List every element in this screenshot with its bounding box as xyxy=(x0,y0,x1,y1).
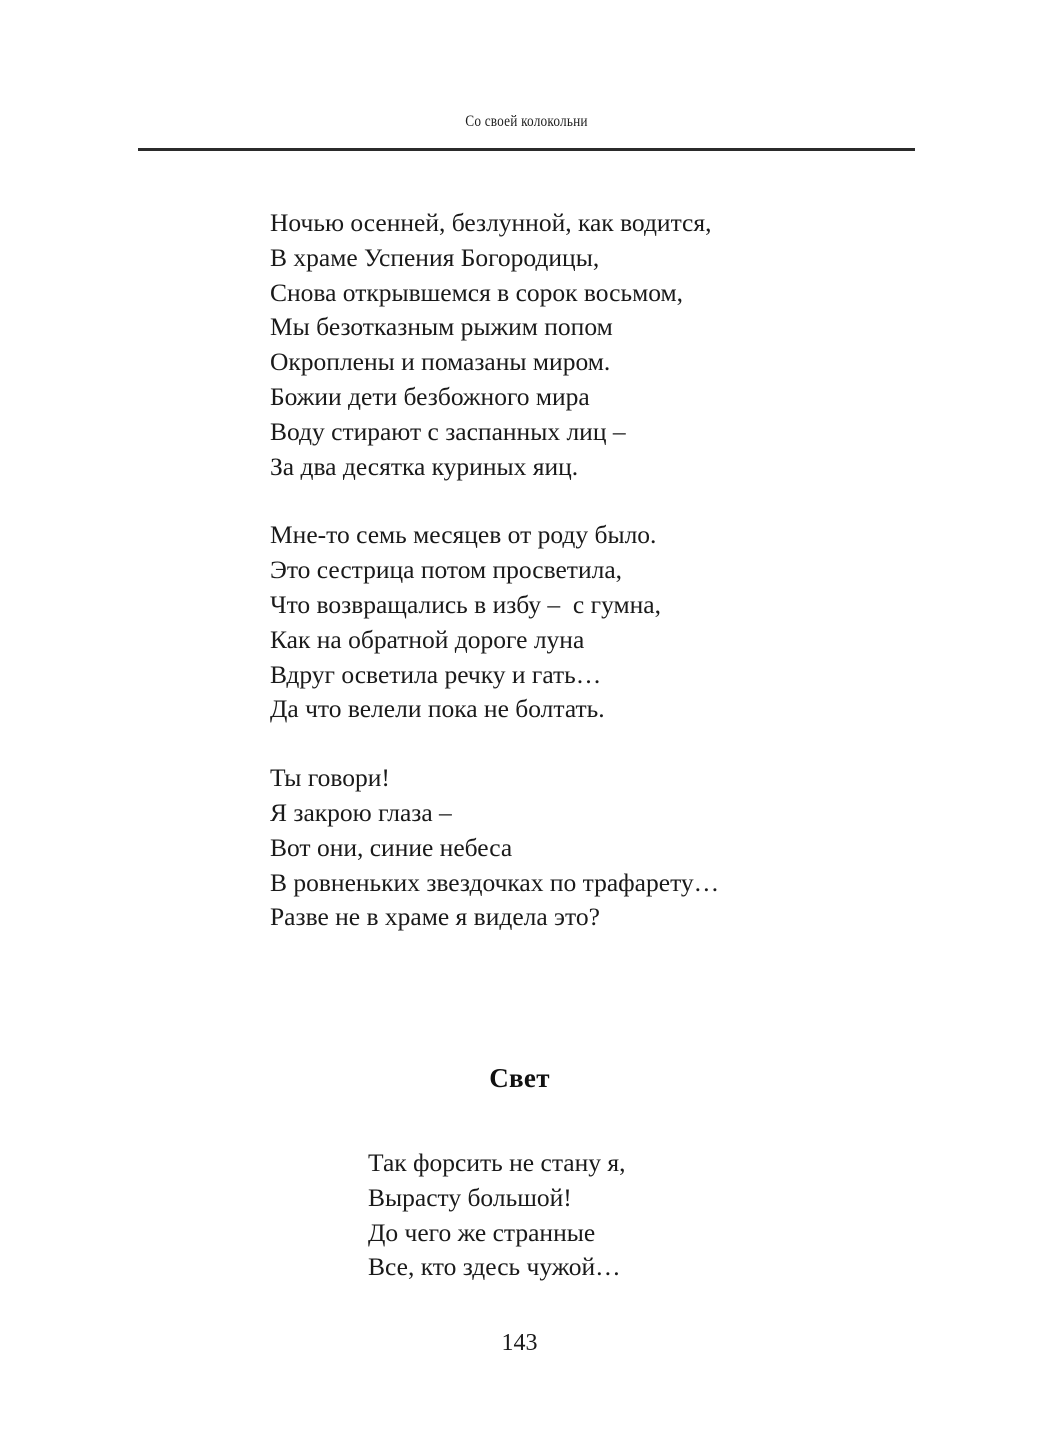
poem-title-svet: Свет xyxy=(489,1063,550,1093)
poem-line: Да что велели пока не болтать. xyxy=(270,694,605,724)
poem-line: В ровненьких звездочках по трафарету… xyxy=(270,867,720,897)
poem-line: Снова открывшемся в сорок восьмом, xyxy=(270,277,684,307)
stanza xyxy=(270,518,719,727)
poem-line: Вырасту большой! xyxy=(368,1182,572,1212)
poem-line: Воду стирают с заспанных лиц – xyxy=(270,416,626,446)
poem-line: Как на обратной дороге луна xyxy=(270,624,585,654)
page-number: 143 xyxy=(501,1330,538,1356)
stanza xyxy=(368,1146,625,1285)
poem-line: Я закрою глаза – xyxy=(270,797,452,827)
poem-body-second xyxy=(368,1146,625,1285)
poem-line: За два десятка куриных яиц. xyxy=(270,451,579,481)
poem-line: Ночью осенней, безлунной, как водится, xyxy=(270,208,712,237)
poem-line: Вдруг осветила речку и гать… xyxy=(270,659,602,689)
poem-line: В храме Успения Богородицы, xyxy=(270,242,600,272)
stanza xyxy=(270,206,719,484)
stanza xyxy=(270,761,719,935)
poem-line: Все, кто здесь чужой… xyxy=(368,1252,621,1282)
poem-line: Что возвращались в избу – с гумна, xyxy=(270,589,661,619)
poem-line: Вот они, синие небеса xyxy=(270,832,513,862)
poem-line: Мне-то семь месяцев от роду было. xyxy=(270,520,657,550)
poem-line: Разве не в храме я видела это? xyxy=(270,902,600,932)
poem-line: До чего же странные xyxy=(368,1217,596,1247)
poem-line: Ты говори! xyxy=(270,763,390,793)
poem-line: Так форсить не стану я, xyxy=(368,1148,626,1177)
poem-line: Мы безотказным рыжим попом xyxy=(270,312,613,342)
poem-body-first xyxy=(270,206,719,935)
poem-line: Это сестрица потом просветила, xyxy=(270,555,623,585)
poem-line: Божии дети безбожного мира xyxy=(270,381,590,411)
header-rule xyxy=(138,148,915,151)
poem-line: Окроплены и помазаны миром. xyxy=(270,347,611,377)
running-head: Со своей колокольни xyxy=(465,113,588,130)
